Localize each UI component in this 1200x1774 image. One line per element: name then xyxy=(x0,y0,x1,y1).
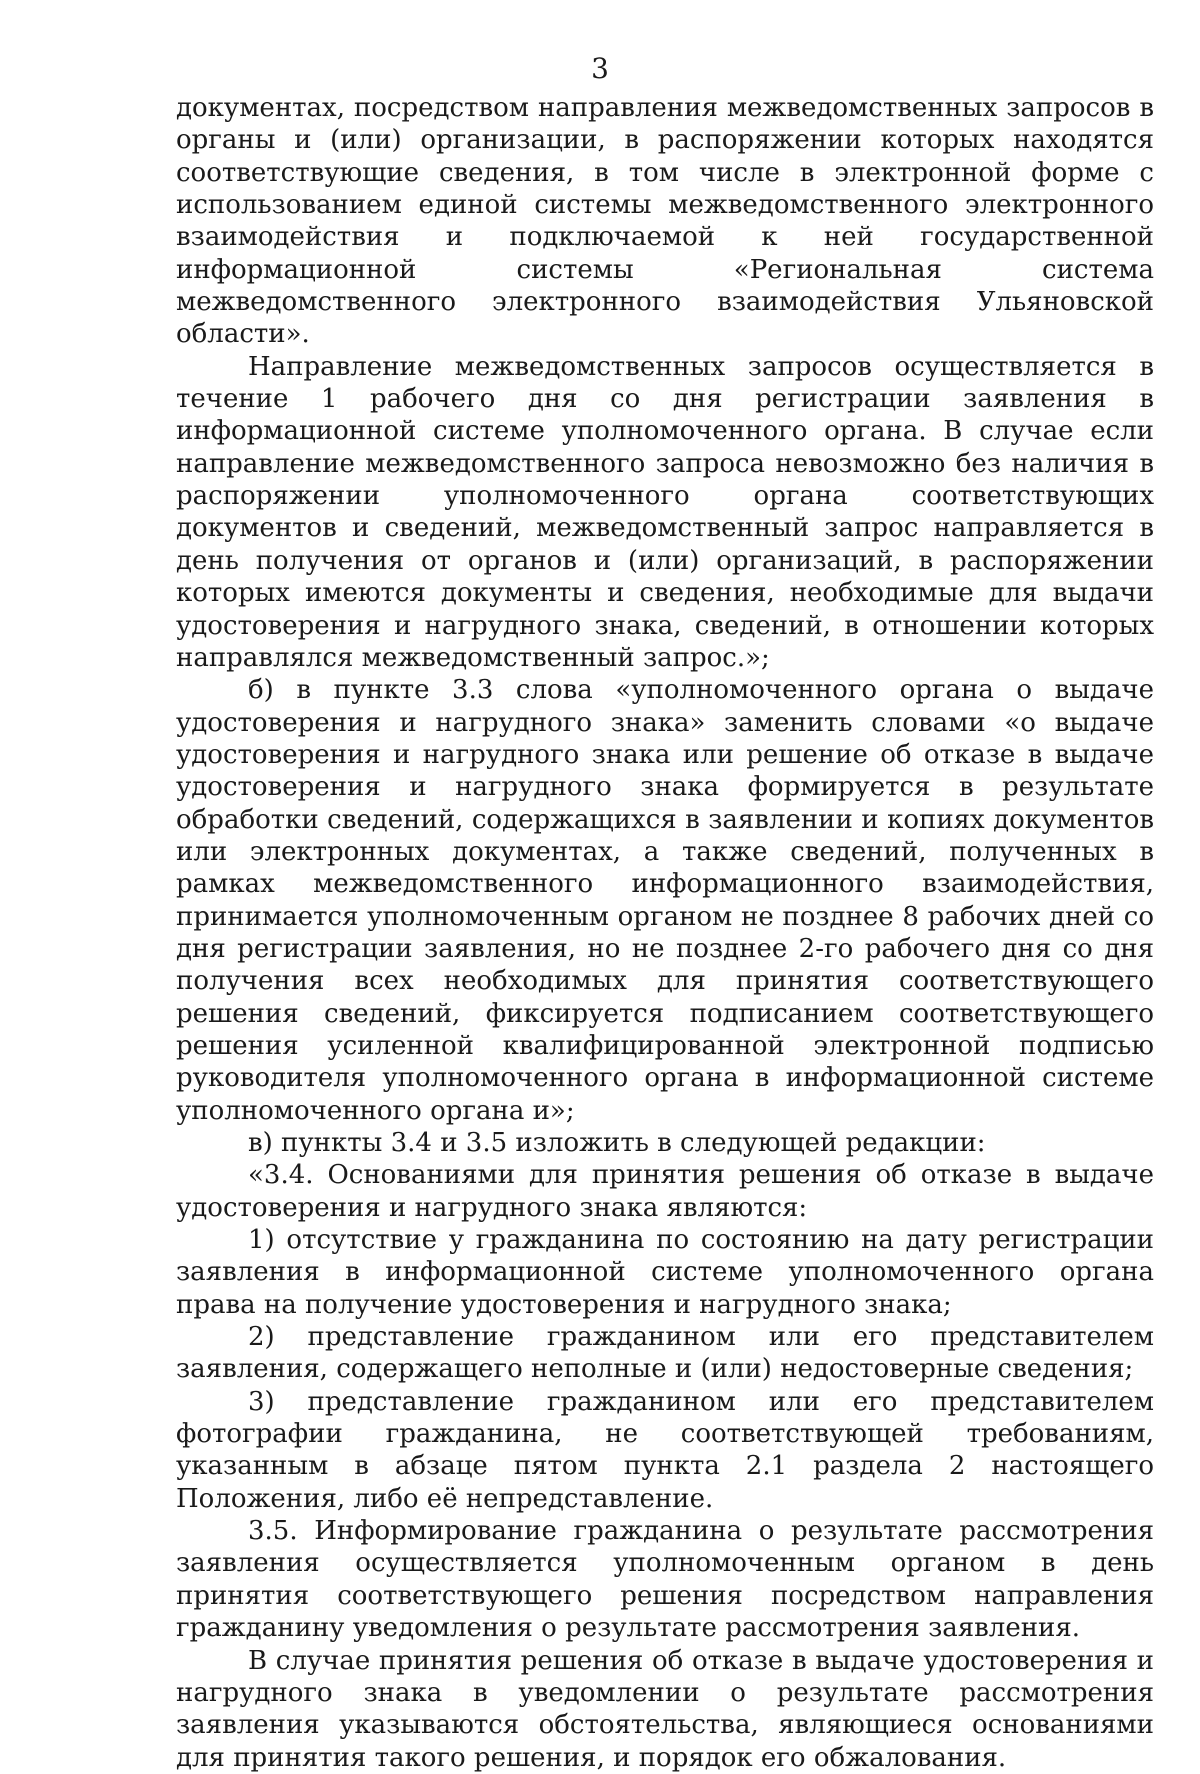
paragraph-item-b: б) в пункте 3.3 слова «уполномоченного органа о выдаче удостоверения и нагрудного знака» заменить словами «о выдаче удостоверения и нагрудного знака или решение об отказе в выдаче удостоверения и нагрудного знака формируется в результате обработки сведений, содержащихся в заявлении и копиях документов или электронных документах, а также сведений, полученных в рамках межведомственного информационного взаимодействия, принимается уполномоченным органом не позднее 8 рабочих дней со дня регистрации заявления, но не позднее 2-го рабочего дня со дня получения всех необходимых для принятия соответствующего решения сведений, фиксируется подписанием соответствующего решения усиленной квалифицированной электронной подписью руководителя уполномоченного органа в информационной системе уполномоченного органа и»; xyxy=(176,675,1154,1126)
paragraph-interagency-requests: Направление межведомственных запросов осуществляется в течение 1 рабочего дня со дня регистрации заявления в информационной системе уполномоченного органа. В случае если направление межведомственного запроса невозможно без наличия в распоряжении уполномоченного органа соответствующих документов и сведений, межведомственный запрос направляется в день получения от органов и (или) организаций, в распоряжении которых имеются документы и сведения, необходимые для выдачи удостоверения и нагрудного знака, сведений, в отношении которых направлялся межведомственный запрос.»; xyxy=(176,351,1154,673)
paragraph-clause-3-5: 3.5. Информирование гражданина о результате рассмотрения заявления осуществляется уполномоченным органом в день принятия соответствующего решения посредством направления гражданину уведомления о результате рассмотрения заявления. xyxy=(176,1516,1154,1644)
paragraph-clause-3-4: «3.4. Основаниями для принятия решения об отказе в выдаче удостоверения и нагрудного знака являются: xyxy=(176,1160,1154,1223)
document-body xyxy=(176,92,1154,1774)
paragraph-ground-1: 1) отсутствие у гражданина по состоянию на дату регистрации заявления в информационной системе уполномоченного органа права на получение удостоверения и нагрудного знака; xyxy=(176,1225,1154,1320)
paragraph-ground-2: 2) представление гражданином или его представителем заявления, содержащего неполные и (или) недостоверные сведения; xyxy=(176,1322,1154,1385)
paragraph-refusal-notice: В случае принятия решения об отказе в выдаче удостоверения и нагрудного знака в уведомлении о результате рассмотрения заявления указываются обстоятельства, являющиеся основаниями для принятия такого решения, и порядок его обжалования. xyxy=(176,1645,1154,1773)
paragraph-item-v: в) пункты 3.4 и 3.5 изложить в следующей редакции: xyxy=(248,1128,986,1158)
page-number: 3 xyxy=(591,52,609,85)
paragraph-continuation: документах, посредством направления межведомственных запросов в органы и (или) организации, в распоряжении которых находятся соответствующие сведения, в том числе в электронной форме с использованием единой системы межведомственного электронного взаимодействия и подключаемой к ней государственной информационной системы «Региональная система межведомственного электронного взаимодействия Ульяновской области». xyxy=(176,93,1154,350)
paragraph-ground-3: 3) представление гражданином или его представителем фотографии гражданина, не соответствующей требованиям, указанным в абзаце пятом пункта 2.1 раздела 2 настоящего Положения, либо её непредставление. xyxy=(176,1386,1154,1514)
